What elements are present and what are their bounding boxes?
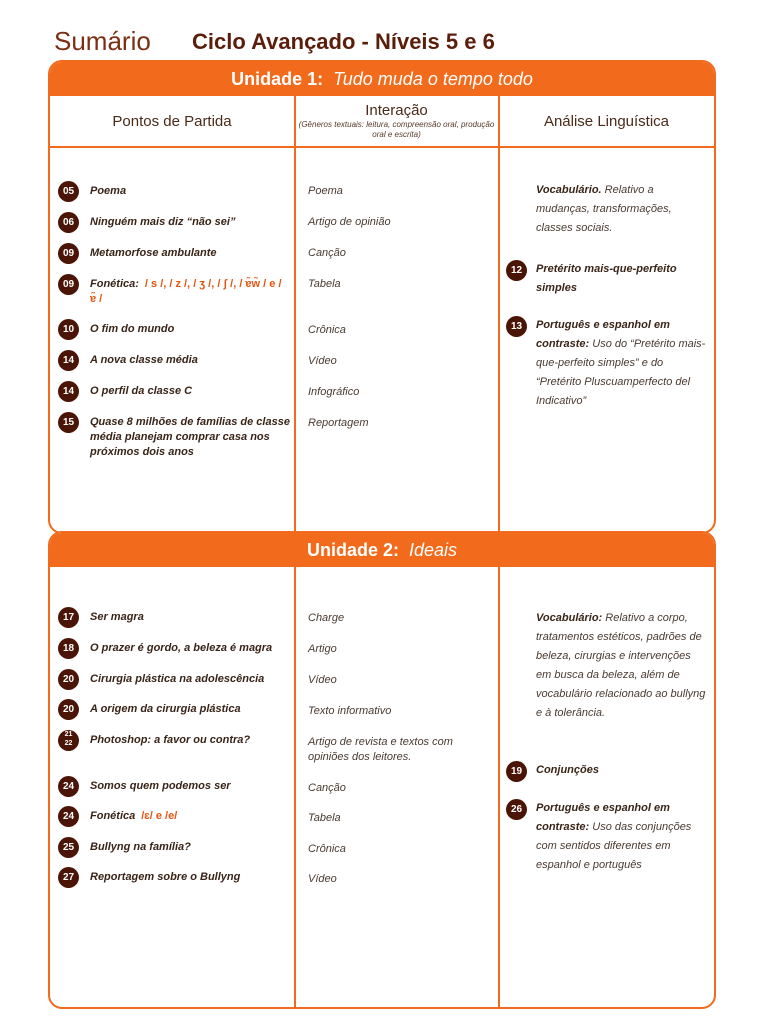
- item-title: O fim do mundo: [90, 323, 175, 335]
- item-title: Somos quem podemos ser: [90, 780, 231, 792]
- page-number-badge: 09: [58, 243, 79, 264]
- genre-label: Tabela: [308, 278, 341, 290]
- item-title: Bullyng na família?: [90, 841, 191, 853]
- page-number-second: 22: [64, 740, 73, 747]
- phonetic-symbols: /ɛ/ e /e/: [141, 810, 178, 822]
- column-header-pontos: Pontos de Partida: [112, 112, 232, 130]
- item-title: O prazer é gordo, a beleza é magra: [90, 642, 273, 654]
- analysis-text: [536, 316, 706, 411]
- page-number-badge: 26: [506, 799, 527, 820]
- genre-label: Artigo: [308, 643, 337, 655]
- unit-2-label: Unidade 2:: [306, 540, 399, 560]
- genre-label: Canção: [308, 247, 346, 259]
- page-number-badge: 06: [58, 212, 79, 233]
- item-title: Reportagem sobre o Bullyng: [90, 871, 241, 883]
- vocabulary-label: Vocabulário.: [536, 184, 602, 196]
- item-title: Ser magra: [90, 611, 144, 623]
- column-header-analise: Análise Linguística: [543, 112, 670, 130]
- item-title: [90, 809, 290, 824]
- genre-label: Artigo de opinião: [308, 216, 391, 228]
- genre-label: Reportagem: [308, 417, 369, 429]
- column-divider: [498, 96, 500, 532]
- unit-2-banner: [50, 533, 714, 567]
- page-number-badge: 09: [58, 274, 79, 295]
- analysis-text: [536, 761, 706, 780]
- vocabulary-text: Relativo a mudanças, transformações, classes sociais.: [536, 184, 672, 234]
- page-number-badge: 27: [58, 867, 79, 888]
- vocabulary-text: Relativo a corpo, tratamentos estéticos, padrões de beleza, cirurgias e intervenções em busca da beleza, além de vocabulário relacionado ao bullyng e à tolerância.: [536, 612, 706, 719]
- item-title: A nova classe média: [90, 354, 198, 366]
- genre-label: Crônica: [308, 324, 346, 336]
- analysis-text: [536, 260, 706, 298]
- vocabulary-note: [536, 181, 706, 238]
- genre-label: Charge: [308, 612, 345, 624]
- page-number-badge: [58, 730, 79, 751]
- item-title: Poema: [90, 185, 127, 197]
- column-divider: [294, 567, 296, 1007]
- page-number-badge: 24: [58, 776, 79, 797]
- item-title-text: Fonética:: [90, 278, 139, 290]
- analysis-detail: Uso das conjunções com sentidos diferentes em espanhol e português: [536, 821, 692, 871]
- analysis-detail: Uso do “Pretérito mais-que-perfeito simples” e do “Pretérito Pluscuamperfecto del Indicativo”: [536, 338, 706, 407]
- genre-label: Vídeo: [308, 355, 337, 367]
- page-number-badge: 14: [58, 381, 79, 402]
- column-divider: [498, 567, 500, 1007]
- page-number-badge: 19: [506, 761, 527, 782]
- unit-2-panel: [48, 531, 716, 1009]
- page-number-badge: 10: [58, 319, 79, 340]
- item-title: A origem da cirurgia plástica: [90, 703, 241, 715]
- item-title: Metamorfose ambulante: [90, 247, 217, 259]
- page-number-badge: 24: [58, 806, 79, 827]
- column-divider: [294, 96, 296, 532]
- vocabulary-label: Vocabulário:: [536, 612, 603, 624]
- page-number-badge: 20: [58, 669, 79, 690]
- vocabulary-note: [536, 609, 706, 723]
- phonetic-symbols: / s /, / z /, / ʒ /, / ʃ /, / ɐ̃w̃ / e / ɐ̃ /: [90, 278, 282, 305]
- item-title: Cirurgia plástica na adolescência: [90, 673, 265, 685]
- item-title: Ninguém mais diz “não sei”: [90, 216, 236, 228]
- page-number-first: 21: [64, 731, 73, 738]
- genre-label: Texto informativo: [308, 705, 392, 717]
- unit-1-panel: [48, 60, 716, 534]
- genre-label: Canção: [308, 782, 346, 794]
- genre-label: Crônica: [308, 843, 346, 855]
- page-number-badge: 12: [506, 260, 527, 281]
- page-number-badge: 05: [58, 181, 79, 202]
- genre-label: Poema: [308, 185, 343, 197]
- item-title: Photoshop: a favor ou contra?: [90, 734, 251, 746]
- page-number-badge: 17: [58, 607, 79, 628]
- item-title: O perfil da classe C: [90, 385, 193, 397]
- genre-label: Infográfico: [308, 386, 360, 398]
- genre-label: Tabela: [308, 812, 341, 824]
- page-number-badge: 25: [58, 837, 79, 858]
- analysis-bold: Conjunções: [536, 764, 599, 776]
- item-title: Quase 8 milhões de famílias de classe média planejam comprar casa nos próximos dois anos: [90, 416, 290, 458]
- genre-label: Artigo de revista e textos com opiniões dos leitores.: [308, 736, 453, 763]
- cycle-title: Ciclo Avançado - Níveis 5 e 6: [192, 29, 495, 54]
- analysis-bold: Português e espanhol em contraste:: [536, 319, 670, 350]
- column-header-interacao: [295, 96, 498, 146]
- unit-1-banner: [50, 62, 714, 96]
- page-number-badge: 13: [506, 316, 527, 337]
- item-title: [90, 277, 290, 307]
- header-divider: [50, 146, 714, 148]
- genre-label: Vídeo: [308, 873, 337, 885]
- analysis-bold: Pretérito mais-que-perfeito simples: [536, 263, 677, 294]
- page-title: Sumário: [54, 26, 151, 56]
- page-number-badge: 14: [58, 350, 79, 371]
- column-header-interacao-label: Interação: [365, 102, 428, 119]
- column-header-interacao-sub: (Gêneros textuais: leitura, compreensão oral, produção oral e escrita): [298, 120, 495, 139]
- page-number-badge: 20: [58, 699, 79, 720]
- item-title-text: Fonética: [90, 810, 136, 822]
- analysis-bold: Português e espanhol em contraste:: [536, 802, 670, 833]
- page-number-badge: 15: [58, 412, 79, 433]
- analysis-text: [536, 799, 706, 875]
- unit-1-label: Unidade 1:: [231, 69, 324, 89]
- unit-2-title: Ideais: [408, 540, 458, 560]
- genre-label: Vídeo: [308, 674, 337, 686]
- unit-1-title: Tudo muda o tempo todo: [333, 69, 533, 89]
- page-number-badge: 18: [58, 638, 79, 659]
